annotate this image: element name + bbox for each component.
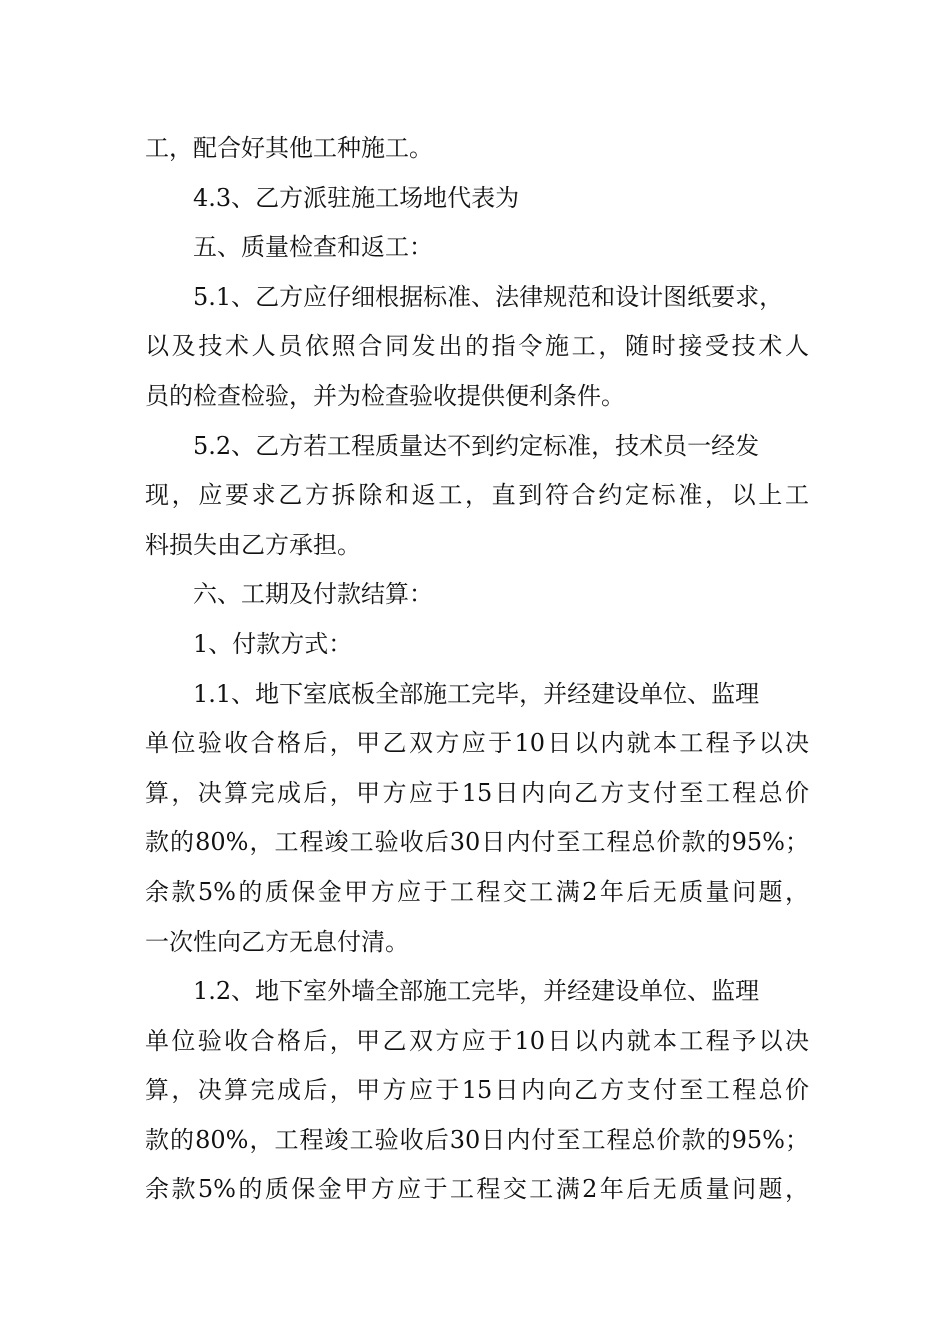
text-line: 工，配合好其他工种施工。 xyxy=(145,134,433,162)
text-line: 单位验收合格后，甲乙双方应于10日以内就本工程予以决 xyxy=(145,1026,809,1055)
text-line: 算，决算完成后，甲方应于15日内向乙方支付至工程总价 xyxy=(145,1076,809,1105)
text-line: 5.1、乙方应仔细根据标准、法律规范和设计图纸要求， xyxy=(193,282,784,311)
subsection-heading: 1、付款方式： xyxy=(193,629,353,658)
document-body xyxy=(145,124,809,1215)
text-line: 算，决算完成后，甲方应于15日内向乙方支付至工程总价 xyxy=(145,778,809,807)
text-line: 款的80%，工程竣工验收后30日内付至工程总价款的95%； xyxy=(145,1125,809,1154)
text-line: 现，应要求乙方拆除和返工，直到符合约定标准，以上工 xyxy=(145,481,809,510)
text-line: 款的80%，工程竣工验收后30日内付至工程总价款的95%； xyxy=(145,828,809,857)
text-line: 余款5%的质保金甲方应于工程交工满2年后无质量问题， xyxy=(145,1175,809,1204)
text-line: 余款5%的质保金甲方应于工程交工满2年后无质量问题， xyxy=(145,877,809,906)
text-line: 员的检查检验，并为检查验收提供便利条件。 xyxy=(145,381,625,410)
text-line: 料损失由乙方承担。 xyxy=(145,530,361,559)
section-heading: 五、质量检查和返工： xyxy=(193,233,433,262)
text-line: 5.2、乙方若工程质量达不到约定标准，技术员一经发 xyxy=(193,431,760,460)
text-line: 4.3、乙方派驻施工场地代表为 xyxy=(193,183,520,212)
text-line: 1.2、地下室外墙全部施工完毕，并经建设单位、监理 xyxy=(193,977,760,1006)
text-line: 一次性向乙方无息付清。 xyxy=(145,927,409,956)
section-heading: 六、工期及付款结算： xyxy=(193,580,433,609)
text-line: 1.1、地下室底板全部施工完毕，并经建设单位、监理 xyxy=(193,679,760,708)
text-line: 单位验收合格后，甲乙双方应于10日以内就本工程予以决 xyxy=(145,729,809,758)
text-line: 以及技术人员依照合同发出的指令施工，随时接受技术人 xyxy=(145,332,809,361)
